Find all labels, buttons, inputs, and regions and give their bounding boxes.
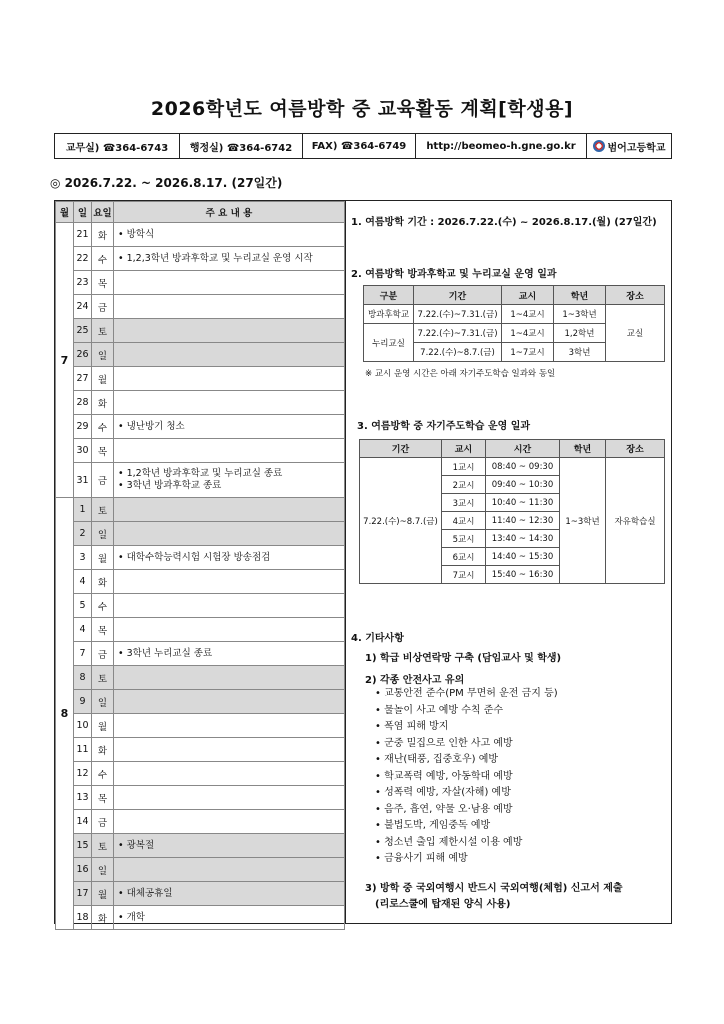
afterschool-table xyxy=(363,285,665,362)
event-cell xyxy=(114,247,345,271)
day-cell: 28 xyxy=(74,391,92,415)
section-2-note: ※ 교시 운영 시간은 아래 자기주도학습 일과와 동일 xyxy=(365,369,556,379)
calendar-row xyxy=(56,690,345,714)
school-logo-icon xyxy=(593,140,605,152)
self-study-row xyxy=(360,458,665,476)
weekday-cell: 일 xyxy=(92,343,114,367)
event-cell xyxy=(114,906,345,930)
cell: 7.22.(수)~7.31.(금) xyxy=(414,324,502,343)
overseas-travel-note: (리로스쿨에 탑재된 양식 사용) xyxy=(375,899,511,910)
cell: 1~7교시 xyxy=(502,343,554,362)
th-class-hours: 교시 xyxy=(502,286,554,305)
calendar xyxy=(55,201,346,923)
header-day: 일 xyxy=(74,202,92,223)
event-cell xyxy=(114,223,345,247)
calendar-row xyxy=(56,762,345,786)
cell: 1~4교시 xyxy=(502,305,554,324)
weekday-cell: 토 xyxy=(92,834,114,858)
weekday-cell: 금 xyxy=(92,810,114,834)
day-cell: 8 xyxy=(74,666,92,690)
office-phone: 교무실) ☎364-6743 xyxy=(55,134,180,158)
emergency-contact-item: 1) 학급 비상연락망 구축 (담임교사 및 학생) xyxy=(365,653,562,664)
weekday-cell: 화 xyxy=(92,570,114,594)
day-cell: 10 xyxy=(74,714,92,738)
day-cell: 2 xyxy=(74,522,92,546)
safety-item: • 성폭력 예방, 자살(자해) 예방 xyxy=(375,785,558,802)
vacation-period: ◎ 2026.7.22. ~ 2026.8.17. (27일간) xyxy=(50,176,283,190)
th-grade: 학년 xyxy=(560,440,606,458)
cell-place: 교실 xyxy=(606,305,665,362)
event-text: • 광복절 xyxy=(118,839,155,851)
event-cell xyxy=(114,858,345,882)
header-month: 월 xyxy=(56,202,74,223)
day-cell: 31 xyxy=(74,463,92,498)
event-text: • 3학년 방과후학교 종료 xyxy=(118,480,222,491)
school-name-cell xyxy=(587,134,671,158)
weekday-cell: 목 xyxy=(92,439,114,463)
section-4-title: 4. 기타사항 xyxy=(351,633,404,644)
safety-item: • 군중 밀집으로 인한 사고 예방 xyxy=(375,736,558,753)
day-cell: 3 xyxy=(74,546,92,570)
calendar-row xyxy=(56,319,345,343)
cell-time: 09:40 ~ 10:30 xyxy=(486,476,560,494)
weekday-cell: 수 xyxy=(92,594,114,618)
calendar-row xyxy=(56,858,345,882)
calendar-row xyxy=(56,295,345,319)
cell-class-hour: 7교시 xyxy=(442,566,486,584)
th-period: 기간 xyxy=(360,440,442,458)
event-text: • 방학식 xyxy=(118,228,155,240)
event-text: • 1,2,3학년 방과후학교 및 누리교실 운영 시작 xyxy=(118,252,313,264)
self-study-table xyxy=(359,439,665,584)
calendar-row xyxy=(56,786,345,810)
calendar-table xyxy=(55,201,345,930)
day-cell: 15 xyxy=(74,834,92,858)
school-url[interactable]: http://beomeo-h.gne.go.kr xyxy=(416,134,587,158)
weekday-cell: 목 xyxy=(92,618,114,642)
self-study-body xyxy=(360,458,665,584)
calendar-row xyxy=(56,343,345,367)
header-weekday: 요일 xyxy=(92,202,114,223)
cell: 3학년 xyxy=(554,343,606,362)
event-cell xyxy=(114,343,345,367)
th-grade: 학년 xyxy=(554,286,606,305)
weekday-cell: 수 xyxy=(92,247,114,271)
day-cell: 11 xyxy=(74,738,92,762)
cell-class-hour: 4교시 xyxy=(442,512,486,530)
day-cell: 26 xyxy=(74,343,92,367)
weekday-cell: 목 xyxy=(92,271,114,295)
calendar-row xyxy=(56,714,345,738)
cell-time: 15:40 ~ 16:30 xyxy=(486,566,560,584)
event-cell xyxy=(114,786,345,810)
safety-item: • 학교폭력 예방, 아동학대 예방 xyxy=(375,769,558,786)
cell-grade: 1~3학년 xyxy=(560,458,606,584)
safety-list xyxy=(375,686,558,868)
calendar-row xyxy=(56,738,345,762)
cell: 7.22.(수)~8.7.(금) xyxy=(414,343,502,362)
weekday-cell: 토 xyxy=(92,666,114,690)
safety-item: • 재난(태풍, 집중호우) 예방 xyxy=(375,752,558,769)
calendar-row xyxy=(56,834,345,858)
weekday-cell: 수 xyxy=(92,762,114,786)
day-cell: 27 xyxy=(74,367,92,391)
event-cell xyxy=(114,522,345,546)
main-frame xyxy=(54,200,672,924)
event-cell xyxy=(114,594,345,618)
school-name: 범어고등학교 xyxy=(607,142,666,154)
day-cell: 7 xyxy=(74,642,92,666)
weekday-cell: 목 xyxy=(92,786,114,810)
day-cell: 22 xyxy=(74,247,92,271)
calendar-row xyxy=(56,810,345,834)
event-cell xyxy=(114,319,345,343)
calendar-row xyxy=(56,666,345,690)
th-place: 장소 xyxy=(606,440,665,458)
th-class-hour: 교시 xyxy=(442,440,486,458)
safety-item: • 교통안전 준수(PM 무면허 운전 금지 등) xyxy=(375,686,558,703)
weekday-cell: 월 xyxy=(92,546,114,570)
weekday-cell: 화 xyxy=(92,906,114,930)
day-cell: 29 xyxy=(74,415,92,439)
event-text: • 1,2학년 방과후학교 및 누리교실 종료 xyxy=(118,468,283,479)
weekday-cell: 토 xyxy=(92,498,114,522)
page-title: 2026학년도 여름방학 중 교육활동 계획[학생용] xyxy=(150,98,574,120)
calendar-row xyxy=(56,570,345,594)
th-period: 기간 xyxy=(414,286,502,305)
header-events: 주 요 내 용 xyxy=(114,202,345,223)
weekday-cell: 화 xyxy=(92,391,114,415)
event-cell xyxy=(114,690,345,714)
weekday-cell: 금 xyxy=(92,463,114,498)
th-place: 장소 xyxy=(606,286,665,305)
event-cell xyxy=(114,498,345,522)
event-cell xyxy=(114,570,345,594)
event-cell xyxy=(114,882,345,906)
safety-title: 2) 각종 안전사고 유의 xyxy=(365,675,465,686)
event-cell xyxy=(114,738,345,762)
cell-time: 13:40 ~ 14:30 xyxy=(486,530,560,548)
weekday-cell: 화 xyxy=(92,738,114,762)
day-cell: 23 xyxy=(74,271,92,295)
event-cell xyxy=(114,666,345,690)
cell-class-hour: 6교시 xyxy=(442,548,486,566)
day-cell: 17 xyxy=(74,882,92,906)
safety-item: • 불법도박, 게임중독 예방 xyxy=(375,818,558,835)
day-cell: 1 xyxy=(74,498,92,522)
contact-bar xyxy=(54,133,672,159)
event-cell xyxy=(114,834,345,858)
cell: 1~4교시 xyxy=(502,324,554,343)
calendar-row xyxy=(56,391,345,415)
weekday-cell: 일 xyxy=(92,522,114,546)
cell-class-hour: 2교시 xyxy=(442,476,486,494)
cell: 누리교실 xyxy=(364,324,414,362)
cell-place: 자유학습실 xyxy=(606,458,665,584)
calendar-row xyxy=(56,415,345,439)
day-cell: 9 xyxy=(74,690,92,714)
calendar-row xyxy=(56,271,345,295)
weekday-cell: 수 xyxy=(92,415,114,439)
event-cell xyxy=(114,463,345,498)
event-cell xyxy=(114,642,345,666)
day-cell: 5 xyxy=(74,594,92,618)
calendar-row xyxy=(56,247,345,271)
weekday-cell: 일 xyxy=(92,690,114,714)
calendar-row xyxy=(56,594,345,618)
cell: 1~3학년 xyxy=(554,305,606,324)
cell-time: 14:40 ~ 15:30 xyxy=(486,548,560,566)
section-3-title: 3. 여름방학 중 자기주도학습 운영 일과 xyxy=(357,421,531,432)
calendar-row xyxy=(56,882,345,906)
calendar-row xyxy=(56,522,345,546)
calendar-row xyxy=(56,439,345,463)
calendar-row xyxy=(56,546,345,570)
cell-class-hour: 5교시 xyxy=(442,530,486,548)
safety-item: • 금융사기 피해 예방 xyxy=(375,851,558,868)
month-cell: 8 xyxy=(56,498,74,930)
weekday-cell: 금 xyxy=(92,295,114,319)
fax-number: FAX) ☎364-6749 xyxy=(303,134,416,158)
calendar-row xyxy=(56,906,345,930)
event-cell xyxy=(114,714,345,738)
weekday-cell: 월 xyxy=(92,367,114,391)
event-text: • 개학 xyxy=(118,911,145,923)
cell: 1,2학년 xyxy=(554,324,606,343)
event-text: • 3학년 누리교실 종료 xyxy=(118,647,213,659)
weekday-cell: 금 xyxy=(92,642,114,666)
day-cell: 4 xyxy=(74,618,92,642)
weekday-cell: 토 xyxy=(92,319,114,343)
day-cell: 18 xyxy=(74,906,92,930)
day-cell: 4 xyxy=(74,570,92,594)
event-cell xyxy=(114,439,345,463)
cell-time: 11:40 ~ 12:30 xyxy=(486,512,560,530)
event-text: • 냉난방기 청소 xyxy=(118,420,185,432)
day-cell: 25 xyxy=(74,319,92,343)
th-division: 구분 xyxy=(364,286,414,305)
calendar-row xyxy=(56,498,345,522)
weekday-cell: 화 xyxy=(92,223,114,247)
safety-item: • 음주, 흡연, 약물 오·남용 예방 xyxy=(375,802,558,819)
event-cell xyxy=(114,810,345,834)
event-cell xyxy=(114,367,345,391)
event-cell xyxy=(114,546,345,570)
event-cell xyxy=(114,415,345,439)
day-cell: 21 xyxy=(74,223,92,247)
day-cell: 24 xyxy=(74,295,92,319)
event-cell xyxy=(114,391,345,415)
section-1-title: 1. 여름방학 기간 : 2026.7.22.(수) ~ 2026.8.17.(월) (27일간) xyxy=(351,217,657,228)
cell: 방과후학교 xyxy=(364,305,414,324)
weekday-cell: 월 xyxy=(92,714,114,738)
th-time: 시간 xyxy=(486,440,560,458)
cell-time: 10:40 ~ 11:30 xyxy=(486,494,560,512)
calendar-body xyxy=(56,223,345,930)
event-cell xyxy=(114,271,345,295)
day-cell: 12 xyxy=(74,762,92,786)
calendar-row xyxy=(56,618,345,642)
safety-item: • 폭염 피해 방지 xyxy=(375,719,558,736)
overseas-travel-item: 3) 방학 중 국외여행시 반드시 국외여행(체험) 신고서 제출 xyxy=(365,883,623,894)
day-cell: 14 xyxy=(74,810,92,834)
day-cell: 13 xyxy=(74,786,92,810)
safety-item: • 청소년 출입 제한시설 이용 예방 xyxy=(375,835,558,852)
cell: 7.22.(수)~7.31.(금) xyxy=(414,305,502,324)
day-cell: 16 xyxy=(74,858,92,882)
event-text: • 대체공휴일 xyxy=(118,887,173,899)
section-2-title: 2. 여름방학 방과후학교 및 누리교실 운영 일과 xyxy=(351,269,557,280)
event-text: • 대학수학능력시험 시험장 방송점검 xyxy=(118,551,271,563)
calendar-row xyxy=(56,367,345,391)
admin-phone: 행정실) ☎364-6742 xyxy=(180,134,303,158)
calendar-row xyxy=(56,642,345,666)
weekday-cell: 일 xyxy=(92,858,114,882)
event-cell xyxy=(114,618,345,642)
calendar-row xyxy=(56,463,345,498)
event-cell xyxy=(114,762,345,786)
calendar-row xyxy=(56,223,345,247)
cell-time: 08:40 ~ 09:30 xyxy=(486,458,560,476)
day-cell: 30 xyxy=(74,439,92,463)
event-cell xyxy=(114,295,345,319)
cell-period: 7.22.(수)~8.7.(금) xyxy=(360,458,442,584)
cell-class-hour: 1교시 xyxy=(442,458,486,476)
cell-class-hour: 3교시 xyxy=(442,494,486,512)
weekday-cell: 월 xyxy=(92,882,114,906)
month-cell: 7 xyxy=(56,223,74,498)
safety-item: • 물놀이 사고 예방 수칙 준수 xyxy=(375,703,558,720)
